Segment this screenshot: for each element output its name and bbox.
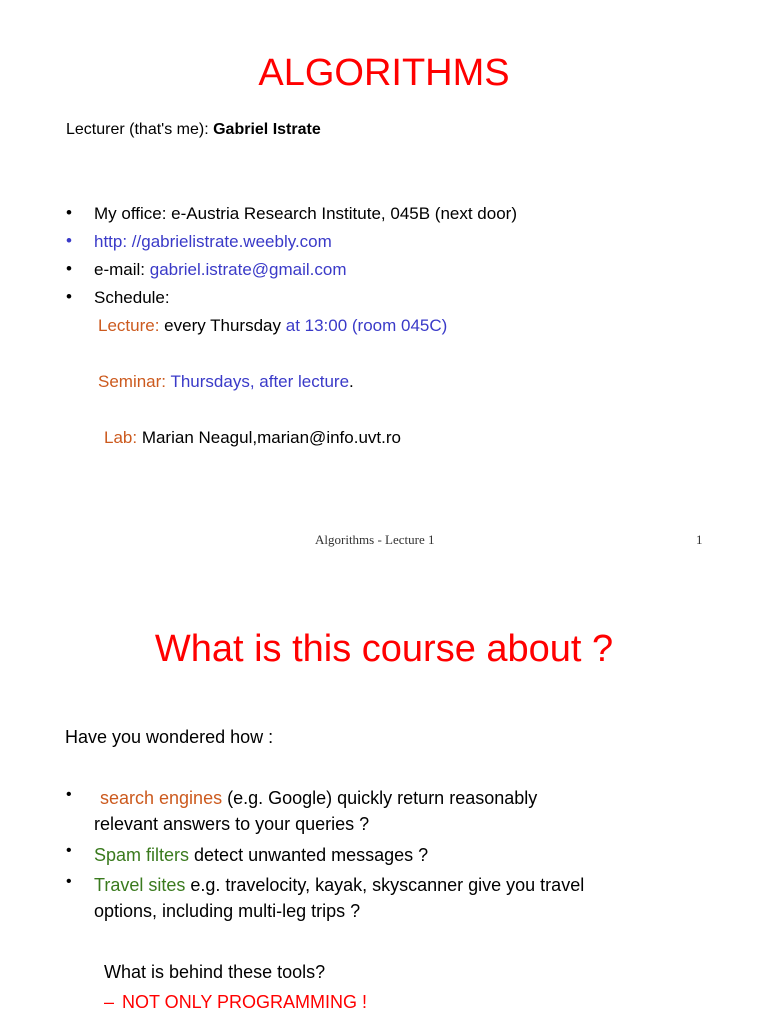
item2-line xyxy=(94,845,428,866)
slide1-title: ALGORITHMS xyxy=(258,52,510,94)
footer-page-number: 1 xyxy=(696,532,703,547)
schedule-label: Schedule: xyxy=(94,288,170,307)
bullet-dot: • xyxy=(66,873,72,890)
intro-text: Have you wondered how : xyxy=(65,727,274,747)
item3-text-a: e.g. travelocity, kayak, skyscanner give you travel xyxy=(185,875,585,895)
item1-line-b: relevant answers to your queries ? xyxy=(94,814,370,834)
item1-line-a xyxy=(94,788,537,809)
seminar-label: Seminar: xyxy=(98,372,171,391)
email-label: e-mail: xyxy=(94,260,150,279)
seminar-text: Thursdays, after lecture xyxy=(170,372,350,391)
office-line: My office: e-Austria Research Institute, 045B (next door) xyxy=(94,204,517,223)
lecture-line xyxy=(98,316,447,336)
answer-text: NOT ONLY PROGRAMMING ! xyxy=(122,992,368,1012)
item3-line-b: options, including multi-leg trips ? xyxy=(94,901,361,921)
bullet-dot: • xyxy=(66,203,72,222)
lab-text: Marian Neagul,marian@info.uvt.ro xyxy=(141,428,401,447)
bullet-dot: • xyxy=(66,287,72,306)
lecturer-label: Lecturer (that's me): xyxy=(66,121,214,138)
item1-text-a: (e.g. Google) quickly return reasonably xyxy=(222,788,538,808)
bullet-dot: • xyxy=(66,786,72,803)
lecture-time: at 13:00 (room 045C) xyxy=(285,316,448,335)
lecturer-name: Gabriel Istrate xyxy=(213,121,321,138)
dash-glyph: – xyxy=(104,992,115,1012)
seminar-period: . xyxy=(349,372,354,391)
item3-highlight: Travel sites xyxy=(94,875,186,895)
item1-highlight: search engines xyxy=(100,788,223,808)
bullet-dot: • xyxy=(66,231,72,250)
item2-text: detect unwanted messages ? xyxy=(189,845,429,865)
bullet-dot: • xyxy=(66,259,72,278)
lab-label: Lab: xyxy=(104,428,142,447)
footer-title: Algorithms - Lecture 1 xyxy=(315,532,435,547)
item3-line-a xyxy=(94,875,584,896)
answer-line xyxy=(104,992,367,1013)
lecture-label: Lecture: xyxy=(98,316,165,335)
lecturer-line xyxy=(66,121,321,139)
lab-line xyxy=(104,428,401,448)
slide2-title: What is this course about ? xyxy=(154,628,614,670)
email-link[interactable]: gabriel.istrate@gmail.com xyxy=(149,260,347,279)
bullet-dot: • xyxy=(66,842,72,859)
seminar-line xyxy=(98,372,354,392)
website-link[interactable]: http: //gabrielistrate.weebly.com xyxy=(94,232,332,251)
question-text: What is behind these tools? xyxy=(104,962,326,982)
item2-highlight: Spam filters xyxy=(94,845,190,865)
lecture-text: every Thursday xyxy=(164,316,286,335)
email-line xyxy=(94,260,347,280)
